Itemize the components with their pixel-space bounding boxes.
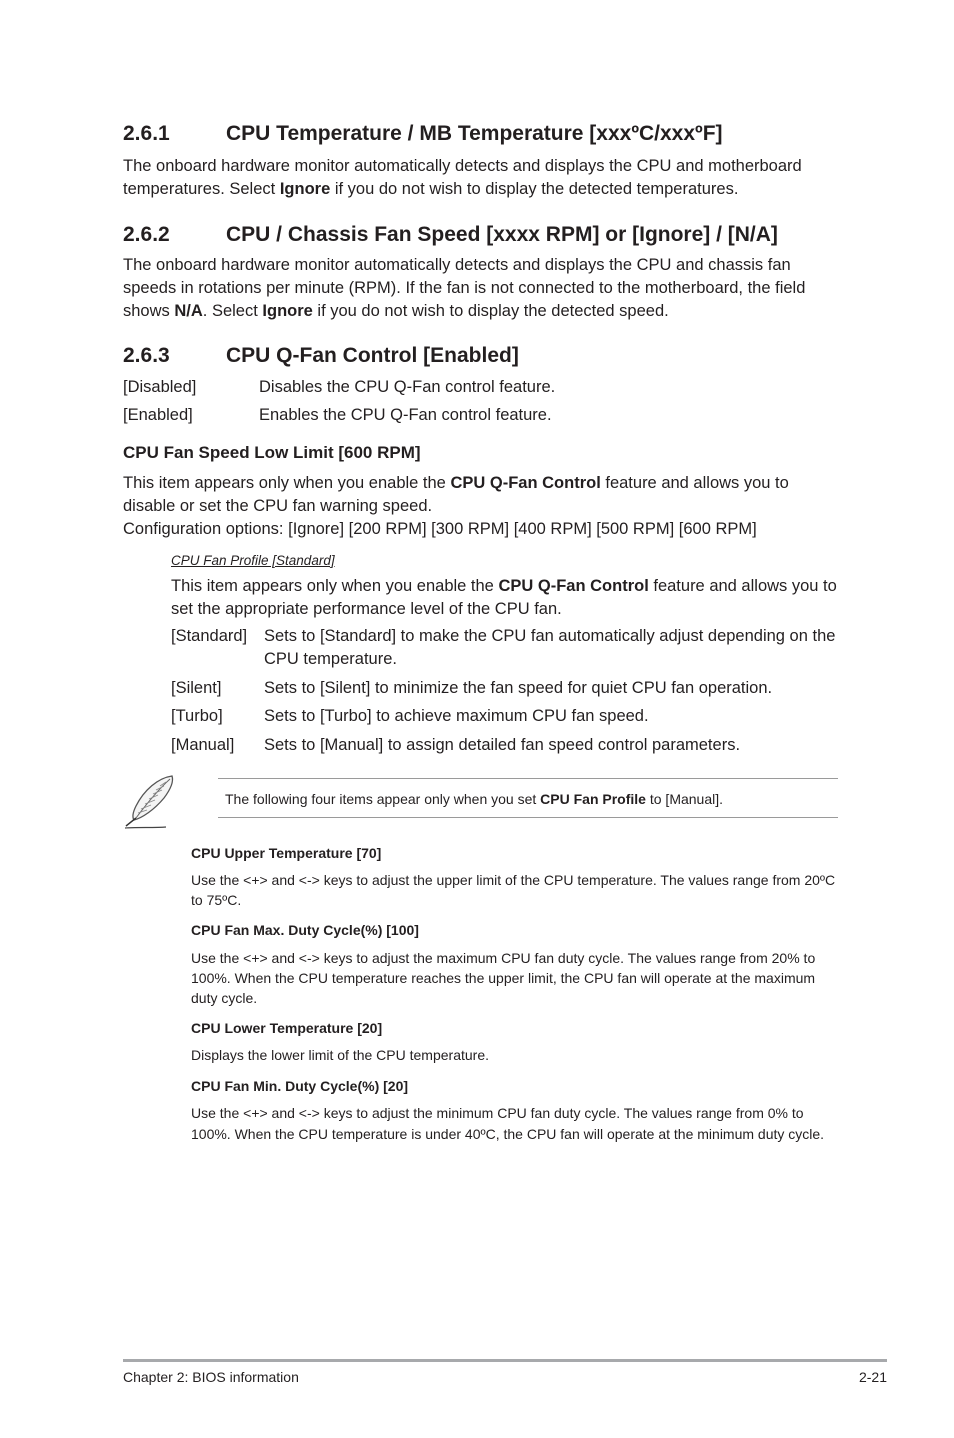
- manual-item-body: Use the <+> and <-> keys to adjust the maximum CPU fan duty cycle. The values range from 20% to 100%. When the CPU temperature reaches the upper limit, the CPU fan will operate at the maximum duty cycle.: [191, 950, 816, 1006]
- footer-rule: [123, 1359, 887, 1362]
- note-bottom-rule: [218, 817, 838, 818]
- section-number: 2.6.2: [123, 223, 170, 246]
- manual-item-body: Use the <+> and <-> keys to adjust the minimum CPU fan duty cycle. The values range from 0% to 100%. When the CPU temperature is under 40ºC, the CPU fan will operate at the minimum duty cycle.: [191, 1105, 825, 1142]
- option-key: [Manual]: [171, 736, 235, 754]
- manual-item-title: CPU Upper Temperature [70]: [191, 845, 382, 861]
- config-options: Configuration options: [Ignore] [200 RPM] [300 RPM] [400 RPM] [500 RPM] [600 RPM]: [123, 520, 757, 538]
- section-number: 2.6.1: [123, 122, 170, 145]
- option-desc: Sets to [Turbo] to achieve maximum CPU fan speed.: [264, 707, 649, 725]
- section-title: CPU Q-Fan Control [Enabled]: [226, 344, 519, 367]
- option-key: [Disabled]: [123, 378, 197, 396]
- manual-item-title: CPU Lower Temperature [20]: [191, 1020, 383, 1036]
- option-desc: Sets to [Standard] to make the CPU fan automatically adjust depending on the CPU temperature.: [264, 627, 836, 668]
- section-body-2-6-2: The onboard hardware monitor automatically detects and displays the CPU and chassis fan speeds in rotations per minute (RPM). If the fan is not connected to the motherboard, the field shows N/A. Select Ignore if you do not wish to display the detected speed.: [123, 256, 806, 320]
- section-title: CPU Temperature / MB Temperature [xxxºC/xxxºF]: [226, 122, 723, 145]
- option-desc: Disables the CPU Q-Fan control feature.: [259, 378, 556, 396]
- option-key: [Silent]: [171, 679, 222, 697]
- note-text: The following four items appear only when you set CPU Fan Profile to [Manual].: [225, 791, 724, 807]
- section-number: 2.6.3: [123, 344, 170, 367]
- manual-item-title: CPU Fan Max. Duty Cycle(%) [100]: [191, 922, 419, 938]
- manual-item-title: CPU Fan Min. Duty Cycle(%) [20]: [191, 1078, 409, 1094]
- footer-chapter: Chapter 2: BIOS information: [123, 1369, 299, 1385]
- option-key: [Turbo]: [171, 707, 223, 725]
- option-key: [Enabled]: [123, 406, 193, 424]
- subsection-title-low-limit: CPU Fan Speed Low Limit [600 RPM]: [123, 443, 421, 462]
- manual-item-body: Use the <+> and <-> keys to adjust the upper limit of the CPU temperature. The values range from 20ºC to 75ºC.: [191, 872, 836, 908]
- subitem-body-fan-profile: This item appears only when you enable the CPU Q-Fan Control feature and allows you to set the appropriate performance level of the CPU fan.: [171, 577, 837, 618]
- feather-pen-icon: [120, 772, 182, 832]
- manual-item-body: Displays the lower limit of the CPU temperature.: [191, 1047, 489, 1063]
- option-desc: Sets to [Silent] to minimize the fan speed for quiet CPU fan operation.: [264, 679, 773, 697]
- option-desc: Enables the CPU Q-Fan control feature.: [259, 406, 552, 424]
- note-top-rule: [218, 778, 838, 779]
- option-desc: Sets to [Manual] to assign detailed fan speed control parameters.: [264, 736, 741, 754]
- section-title: CPU / Chassis Fan Speed [xxxx RPM] or [Ignore] / [N/A]: [226, 223, 778, 246]
- section-body-2-6-1: The onboard hardware monitor automatically detects and displays the CPU and motherboard temperatures. Select Ignore if you do not wish to display the detected temperatures.: [123, 157, 802, 198]
- option-key: [Standard]: [171, 627, 248, 645]
- subsection-body-low-limit: This item appears only when you enable the CPU Q-Fan Control feature and allows you to disable or set the CPU fan warning speed.: [123, 474, 789, 515]
- subitem-title-fan-profile: CPU Fan Profile [Standard]: [171, 553, 335, 568]
- footer-page-number: 2-21: [858, 1369, 887, 1385]
